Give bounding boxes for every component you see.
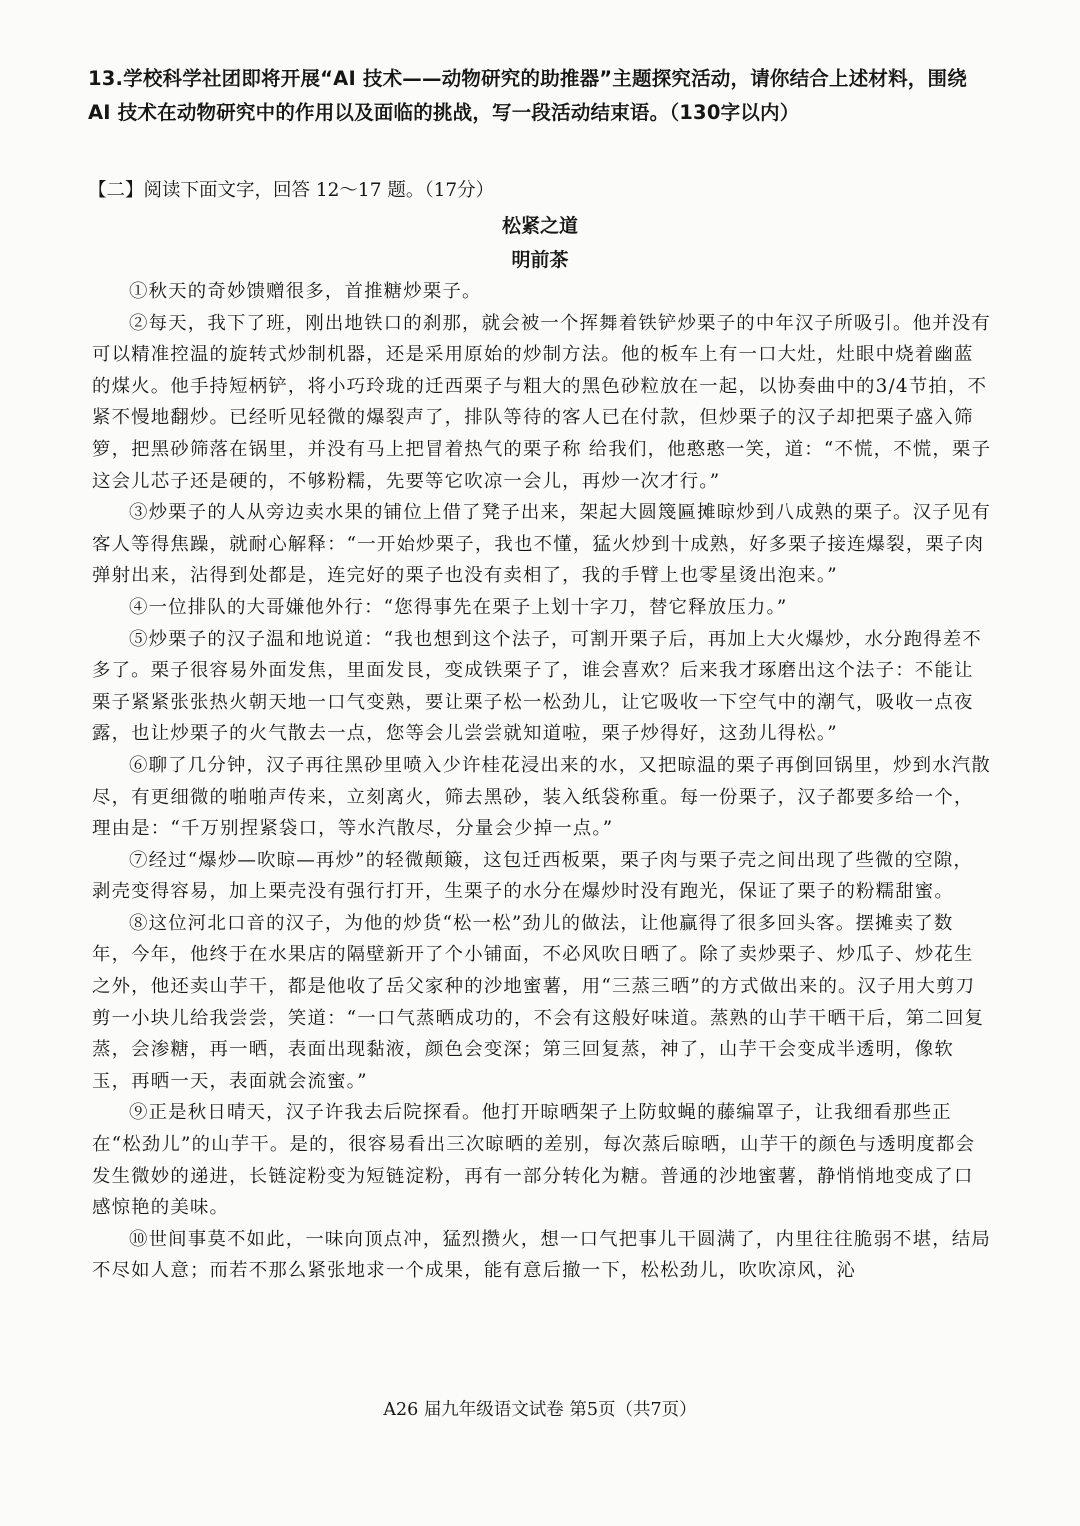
question-13-line-1: 13.学校科学社团即将开展“AI 技术——动物研究的助推器”主题探究活动，请你结合上述材料，围绕 — [88, 67, 967, 90]
section-heading: 【二】阅读下面文字，回答 12～17 题。（17分） — [88, 180, 495, 201]
paragraph-10: ⑩世间事莫不如此，一味向顶点冲，猛烈攒火，想一口气把事儿干圆满了，内里往往脆弱不堪，结局不尽如人意；而若不那么紧张地求一个成果，能有意后撤一下，松松劲儿，吹吹凉风，沁 — [92, 1228, 991, 1282]
question-13-line-2: AI 技术在动物研究中的作用以及面临的挑战，写一段活动结束语。（130字以内） — [88, 101, 800, 124]
paragraph-3: ③炒栗子的人从旁边卖水果的铺位上借了凳子出来，架起大圆篾匾摊晾炒到八成熟的栗子。汉子见有客人等得焦躁，就耐心解释：“一开始炒栗子，我也不懂，猛火炒到十成熟，好多栗子接连爆裂，栗子肉弹射出来，沾得到处都是，连完好的栗子也没有卖相了，我的手臂上也零星烫出泡来。” — [92, 502, 991, 587]
paragraph-2: ②每天，我下了班，刚出地铁口的刹那，就会被一个挥舞着铁铲炒栗子的中年汉子所吸引。他并没有可以精准控温的旋转式炒制机器，还是采用原始的炒制方法。他的板车上有一口大灶，灶眼中烧着幽蓝的煤火。他手持短柄铲，将小巧玲珑的迁西栗子与粗大的黑色砂粒放在一起，以协奏曲中的3/4节拍，不紧不慢地翻炒。已经听见轻微的爆裂声了，排队等待的客人已在付款，但炒栗子的汉子却把栗子盛入筛箩，把黑砂筛落在锅里，并没有马上把冒着热气的栗子称 给我们，他憨憨一笑，道：“不慌，不慌，栗子这会儿芯子还是硬的，不够粉糯，先要等它吹凉一会儿，再炒一次才行。” — [92, 312, 992, 492]
paragraph-8: ⑧这位河北口音的汉子，为他的炒货“松一松”劲儿的做法，让他赢得了很多回头客。摆摊卖了数年，今年，他终于在水果店的隔壁新开了个小铺面，不必风吹日晒了。除了卖炒栗子、炒瓜子、炒花生之外，他还卖山芋干，都是他收了岳父家种的沙地蜜薯，用“三蒸三晒”的方式做出来的。汉子用大剪刀剪一小块儿给我尝尝，笑道：“一口气蒸晒成功的，不会有这般好味道。蒸熟的山芋干晒干后，第二回复蒸，会渗糖，再一晒，表面出现黏液，颜色会变深；第三回复蒸，神了，山芋干会变成半透明，像软玉，再晒一天，表面就会流蜜。” — [92, 912, 985, 1092]
paragraph-1: ①秋天的奇妙馈赠很多，首推糖炒栗子。 — [129, 281, 482, 302]
article-body — [92, 276, 992, 1287]
paragraph-9: ⑨正是秋日晴天，汉子许我去后院探看。他打开晾晒架子上防蚊蝇的藤编罩子，让我细看那些正在“松劲儿”的山芋干。是的，很容易看出三次晾晒的差别，每次蒸后晾晒，山芋干的颜色与透明度都会发生微妙的递进，长链淀粉变为短链淀粉，再有一部分转化为糖。普通的沙地蜜薯，静悄悄地变成了口感惊艳的美味。 — [92, 1102, 976, 1219]
page-footer: A26 届九年级语文试卷 第5页（共7页） — [383, 1400, 697, 1420]
article-title: 松紧之道 — [501, 215, 578, 237]
paragraph-7: ⑦经过“爆炒—吹晾—再炒”的轻微颠簸，这包迁西板栗，栗子肉与栗子壳之间出现了些微的空隙，剥壳变得容易，加上栗壳没有强行打开，生栗子的水分在爆炒时没有跑光，保证了栗子的粉糯甜蜜。 — [92, 849, 974, 903]
paragraph-6: ⑥聊了几分钟，汉子再往黑砂里喷入少许桂花浸出来的水，又把晾温的栗子再倒回锅里，炒到水汽散尽，有更细微的啪啪声传来，立刻离火，筛去黑砂，装入纸袋称重。每一份栗子，汉子都要多给一个，理由是：“千万别捏紧袋口，等水汽散尽，分量会少掉一点。” — [92, 754, 991, 840]
article-author: 明前茶 — [511, 249, 569, 271]
paragraph-5: ⑤炒栗子的汉子温和地说道：“我也想到这个法子，可割开栗子后，再加上大火爆炒，水分跑得差不多了。栗子很容易外面发焦，里面发艮，变成铁栗子了，谁会喜欢？后来我才琢磨出这个法子：不能让栗子紧紧张张热火朝天地一口气变熟，要让栗子松一松劲儿，让它吸收一下空气中的潮气，吸收一点夜露，也让炒栗子的火气散去一点，您等会儿尝尝就知道啦，栗子炒得好，这劲儿得松。” — [92, 628, 982, 745]
paragraph-4: ④一位排队的大哥嫌他外行：“您得事先在栗子上划十字刀，替它释放压力。” — [129, 596, 788, 618]
question-13 — [88, 62, 1008, 130]
